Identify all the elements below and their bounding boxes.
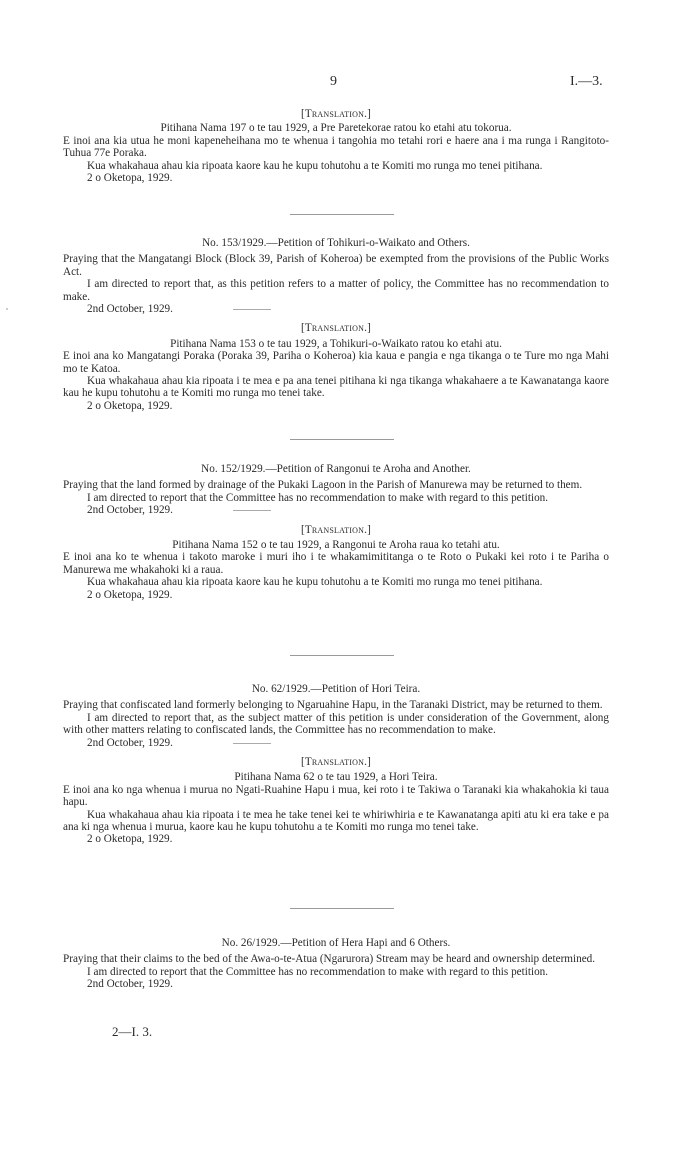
petition-152 <box>63 463 609 601</box>
translation-heading: [Translation.] <box>300 523 372 536</box>
document-reference: I.—3. <box>570 74 603 89</box>
petition-report: I am directed to report that the Committee has no recommendation to make with regard to this petition. <box>87 491 549 504</box>
translation-heading: [Translation.] <box>300 108 372 120</box>
petition-date: 2nd October, 1929. <box>87 978 173 991</box>
translation-prayer: E inoi ana ko Mangatangi Poraka (Poraka 39, Pariha o Koheroa) kia kaua e pangia e nga tikanga o te Ture mo nga Mahi mo te Katoa. <box>63 350 609 375</box>
translation-report: Kua whakahaua ahau kia ripoata i te mea he take tenei kei te whiriwhiria e te Kawanatanga apiti atu ki era take e pa ana ki nga whenua i murua, kaore kau he kupu tohutohu a te Komiti mo runga mo tenei take. <box>63 808 609 834</box>
petition-date: 2nd October, 1929. <box>87 303 609 315</box>
page-number: 9 <box>330 74 337 89</box>
petition-26 <box>63 937 609 991</box>
translation-date: 2 o Oketopa, 1929. <box>87 588 173 601</box>
short-divider <box>233 743 271 744</box>
margin-speck <box>6 308 8 310</box>
petition-report: I am directed to report that, as the subject matter of this petition is under consideration of the Government, along with other matters relating to confiscated lands, the Committee has no recommendation to make. <box>63 711 609 737</box>
translation-report: Kua whakahaua ahau kia ripoata i te mea e pa ana tenei pitihana ki nga tikanga whakahaere a te Kawanatanga kaore kau he kupu tohutohu a te Komiti mo runga mo tenei take. <box>63 375 609 400</box>
page-footer-signature: 2—I. 3. <box>112 1024 153 1039</box>
petition-date: 2nd October, 1929. <box>87 504 609 516</box>
petition-197-translation <box>63 108 609 184</box>
translation-report: Kua whakahaua ahau kia ripoata kaore kau he kupu tohutohu a te Komiti mo runga mo tenei pitihana. <box>87 576 543 589</box>
petition-report: I am directed to report that, as this petition refers to a matter of policy, the Committee has no recommendation to make. <box>63 278 609 303</box>
petition-title: No. 153/1929.—Petition of Tohikuri-o-Waikato and Others. <box>202 237 470 249</box>
translation-prayer: E inoi ana kia utua he moni kapeneheihana mo te whenua i tangohia mo tetahi rori e haere ana i ma runga i Rangitoto-Tuhua 77e Poraka. <box>63 134 609 160</box>
section-divider <box>290 214 394 215</box>
petition-title: No. 62/1929.—Petition of Hori Teira. <box>251 683 421 695</box>
petition-report: I am directed to report that the Committee has no recommendation to make with regard to this petition. <box>87 965 549 978</box>
petition-prayer: Praying that confiscated land formerly belonging to Ngaruahine Hapu, in the Taranaki District, may be returned to them. <box>63 699 603 712</box>
section-divider <box>290 655 394 656</box>
translation-title: Pitihana Nama 153 o te tau 1929, a Tohikuri-o-Waikato ratou ko etahi atu. <box>170 337 502 350</box>
translation-date: 2 o Oketopa, 1929. <box>87 833 173 846</box>
translation-date: 2 o Oketopa, 1929. <box>87 172 173 185</box>
section-divider <box>290 439 394 440</box>
petition-62 <box>63 683 609 846</box>
translation-date: 2 o Oketopa, 1929. <box>87 399 173 412</box>
translation-prayer: E inoi ana ko nga whenua i murua no Ngati-Ruahine Hapu i mua, kei roto i te Takiwa o Taranaki kia whakahokia ki taua hapu. <box>63 783 609 809</box>
short-divider <box>233 510 271 511</box>
page-header <box>0 76 700 92</box>
petition-prayer: Praying that their claims to the bed of the Awa-o-te-Atua (Ngarurora) Stream may be heard and ownership determined. <box>63 953 596 966</box>
translation-title: Pitihana Nama 152 o te tau 1929, a Rangonui te Aroha raua ko tetahi atu. <box>172 539 500 552</box>
petition-date: 2nd October, 1929. <box>87 737 609 749</box>
translation-report: Kua whakahaua ahau kia ripoata kaore kau he kupu tohutohu a te Komiti mo runga mo tenei pitihana. <box>87 159 543 172</box>
translation-title: Pitihana Nama 62 o te tau 1929, a Hori Teira. <box>234 771 438 784</box>
translation-title: Pitihana Nama 197 o te tau 1929, a Pre Paretekorae ratou ko etahi atu tokorua. <box>160 122 512 135</box>
short-divider <box>233 309 271 310</box>
petition-title: No. 152/1929.—Petition of Rangonui te Aroha and Another. <box>201 463 471 475</box>
translation-heading: [Translation.] <box>300 756 372 769</box>
petition-title: No. 26/1929.—Petition of Hera Hapi and 6 Others. <box>221 937 451 949</box>
translation-heading: [Translation.] <box>300 322 372 335</box>
section-divider <box>290 908 394 909</box>
translation-prayer: E inoi ana ko te whenua i takoto maroke i muri iho i te whakamimititanga o te Roto o Pukaki kei roto i te Pariha o Manurewa me whakahoki ki a raua. <box>63 551 609 576</box>
petition-153 <box>63 237 609 412</box>
petition-prayer: Praying that the Mangatangi Block (Block 39, Parish of Koheroa) be exempted from the provisions of the Public Works Act. <box>63 253 609 278</box>
petition-prayer: Praying that the land formed by drainage of the Pukaki Lagoon in the Parish of Manurewa may be returned to them. <box>63 479 583 492</box>
